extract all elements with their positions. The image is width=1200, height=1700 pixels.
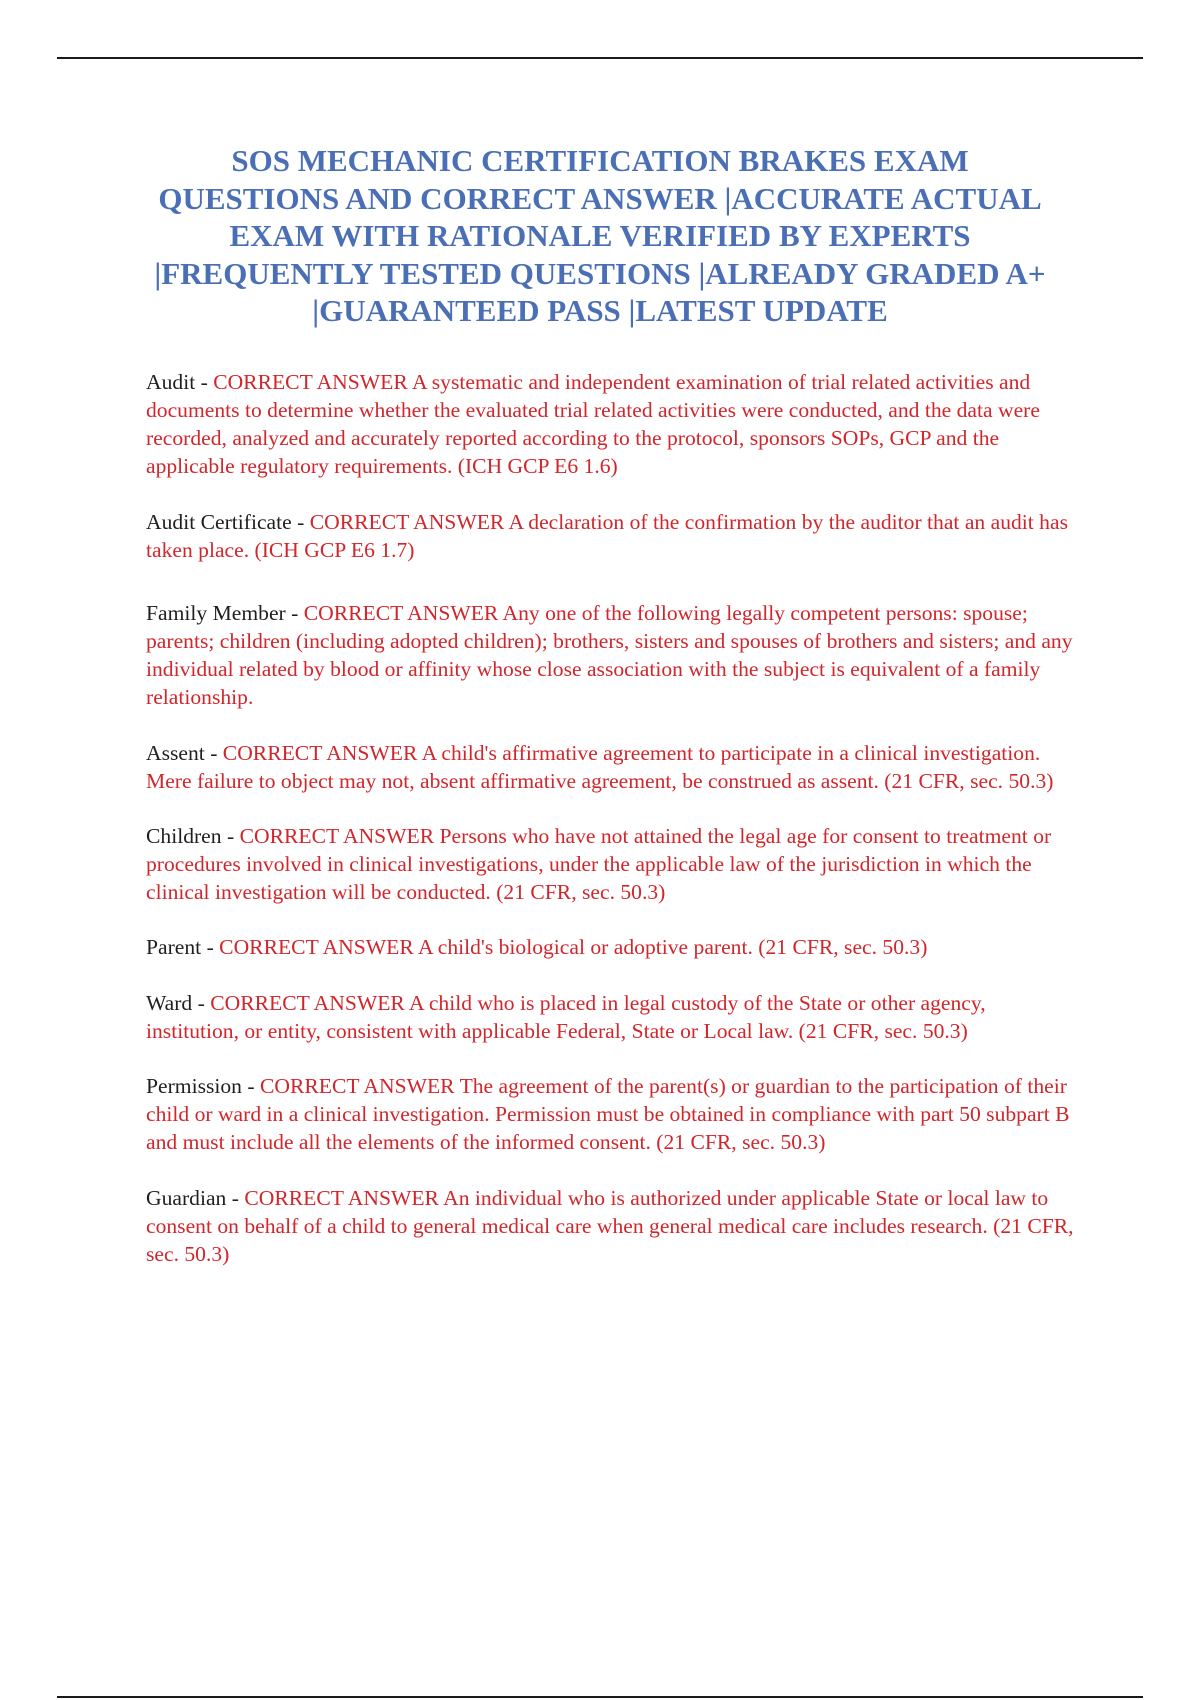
entry-answer: CORRECT ANSWER A declaration of the confirmation by the auditor that an audit has taken place. (ICH GCP E6 1.7) [146,510,1068,562]
entry-answer: CORRECT ANSWER A child who is placed in legal custody of the State or other agency, institution, or entity, consistent with applicable Federal, State or Local law. (21 CFR, sec. 50.3) [146,991,986,1043]
entry-term: Ward [146,991,193,1015]
entry-answer: CORRECT ANSWER Persons who have not attained the legal age for consent to treatment or procedures involved in clinical investigations, under the applicable law of the jurisdiction in which the clinical investigation will be conducted. (21 CFR, sec. 50.3) [146,824,1052,904]
entry-separator: - [285,601,304,625]
entry-separator: - [291,510,310,534]
entry-answer: CORRECT ANSWER Any one of the following legally competent persons: spouse; parents; children (including adopted children); brothers, sisters and spouses of brothers and sisters; and any individual related by blood or affinity whose close association with the subject is equivalent of a family relationship. [146,601,1073,709]
qa-entry-permission [146,1072,1076,1156]
entry-answer: CORRECT ANSWER A child's biological or adoptive parent. (21 CFR, sec. 50.3) [219,935,928,959]
entry-separator: - [204,741,223,765]
entry-separator: - [195,370,214,394]
qa-entry-parent [146,933,1076,961]
entry-answer: CORRECT ANSWER A systematic and independent examination of trial related activities and documents to determine whether the evaluated trial related activities were conducted, and the data were recorded, analyzed and accurately reported according to the protocol, sponsors SOPs, GCP and the applicable regulatory requirements. (ICH GCP E6 1.6) [146,370,1040,478]
entry-term: Family Member [146,601,286,625]
top-rule [57,57,1143,59]
entry-term: Assent [146,741,205,765]
qa-entry-ward [146,989,1076,1045]
entry-answer: CORRECT ANSWER A child's affirmative agreement to participate in a clinical investigation. Mere failure to object may not, absent affirmative agreement, be construed as assent. (21 CFR, sec. 50.3) [146,741,1054,793]
qa-entry-assent [146,739,1076,795]
entry-term: Parent [146,935,202,959]
entry-separator: - [226,1186,245,1210]
qa-entry-guardian [146,1184,1076,1268]
entry-term: Permission [146,1074,242,1098]
qa-entry-audit-certificate [146,508,1076,564]
entry-separator: - [192,991,211,1015]
entry-term: Guardian [146,1186,227,1210]
bottom-rule [57,1696,1143,1698]
entry-answer: CORRECT ANSWER The agreement of the parent(s) or guardian to the participation of their child or ward in a clinical investigation. Permission must be obtained in compliance with part 50 subpart B and must include all the elements of the informed consent. (21 CFR, sec. 50.3) [146,1074,1070,1154]
entry-term: Audit [146,370,196,394]
entry-term: Children [146,824,222,848]
entry-answer: CORRECT ANSWER An individual who is authorized under applicable State or local law to consent on behalf of a child to general medical care when general medical care includes research. (21 CFR, sec. 50.3) [146,1186,1074,1266]
qa-entry-children [146,822,1076,906]
entry-separator: - [221,824,240,848]
document-title: SOS MECHANIC CERTIFICATION BRAKES EXAM QUESTIONS AND CORRECT ANSWER |ACCURATE ACTUAL EXAM WITH RATIONALE VERIFIED BY EXPERTS |FREQUENTLY TESTED QUESTIONS |ALREADY GRADED A+ |GUARANTEED PASS |LATEST UPDATE [154,143,1046,328]
entry-separator: - [201,935,220,959]
qa-list [146,368,1076,1268]
qa-entry-family-member [146,599,1076,711]
qa-entry-audit [146,368,1076,480]
entry-term: Audit Certificate [146,510,292,534]
entry-separator: - [241,1074,260,1098]
